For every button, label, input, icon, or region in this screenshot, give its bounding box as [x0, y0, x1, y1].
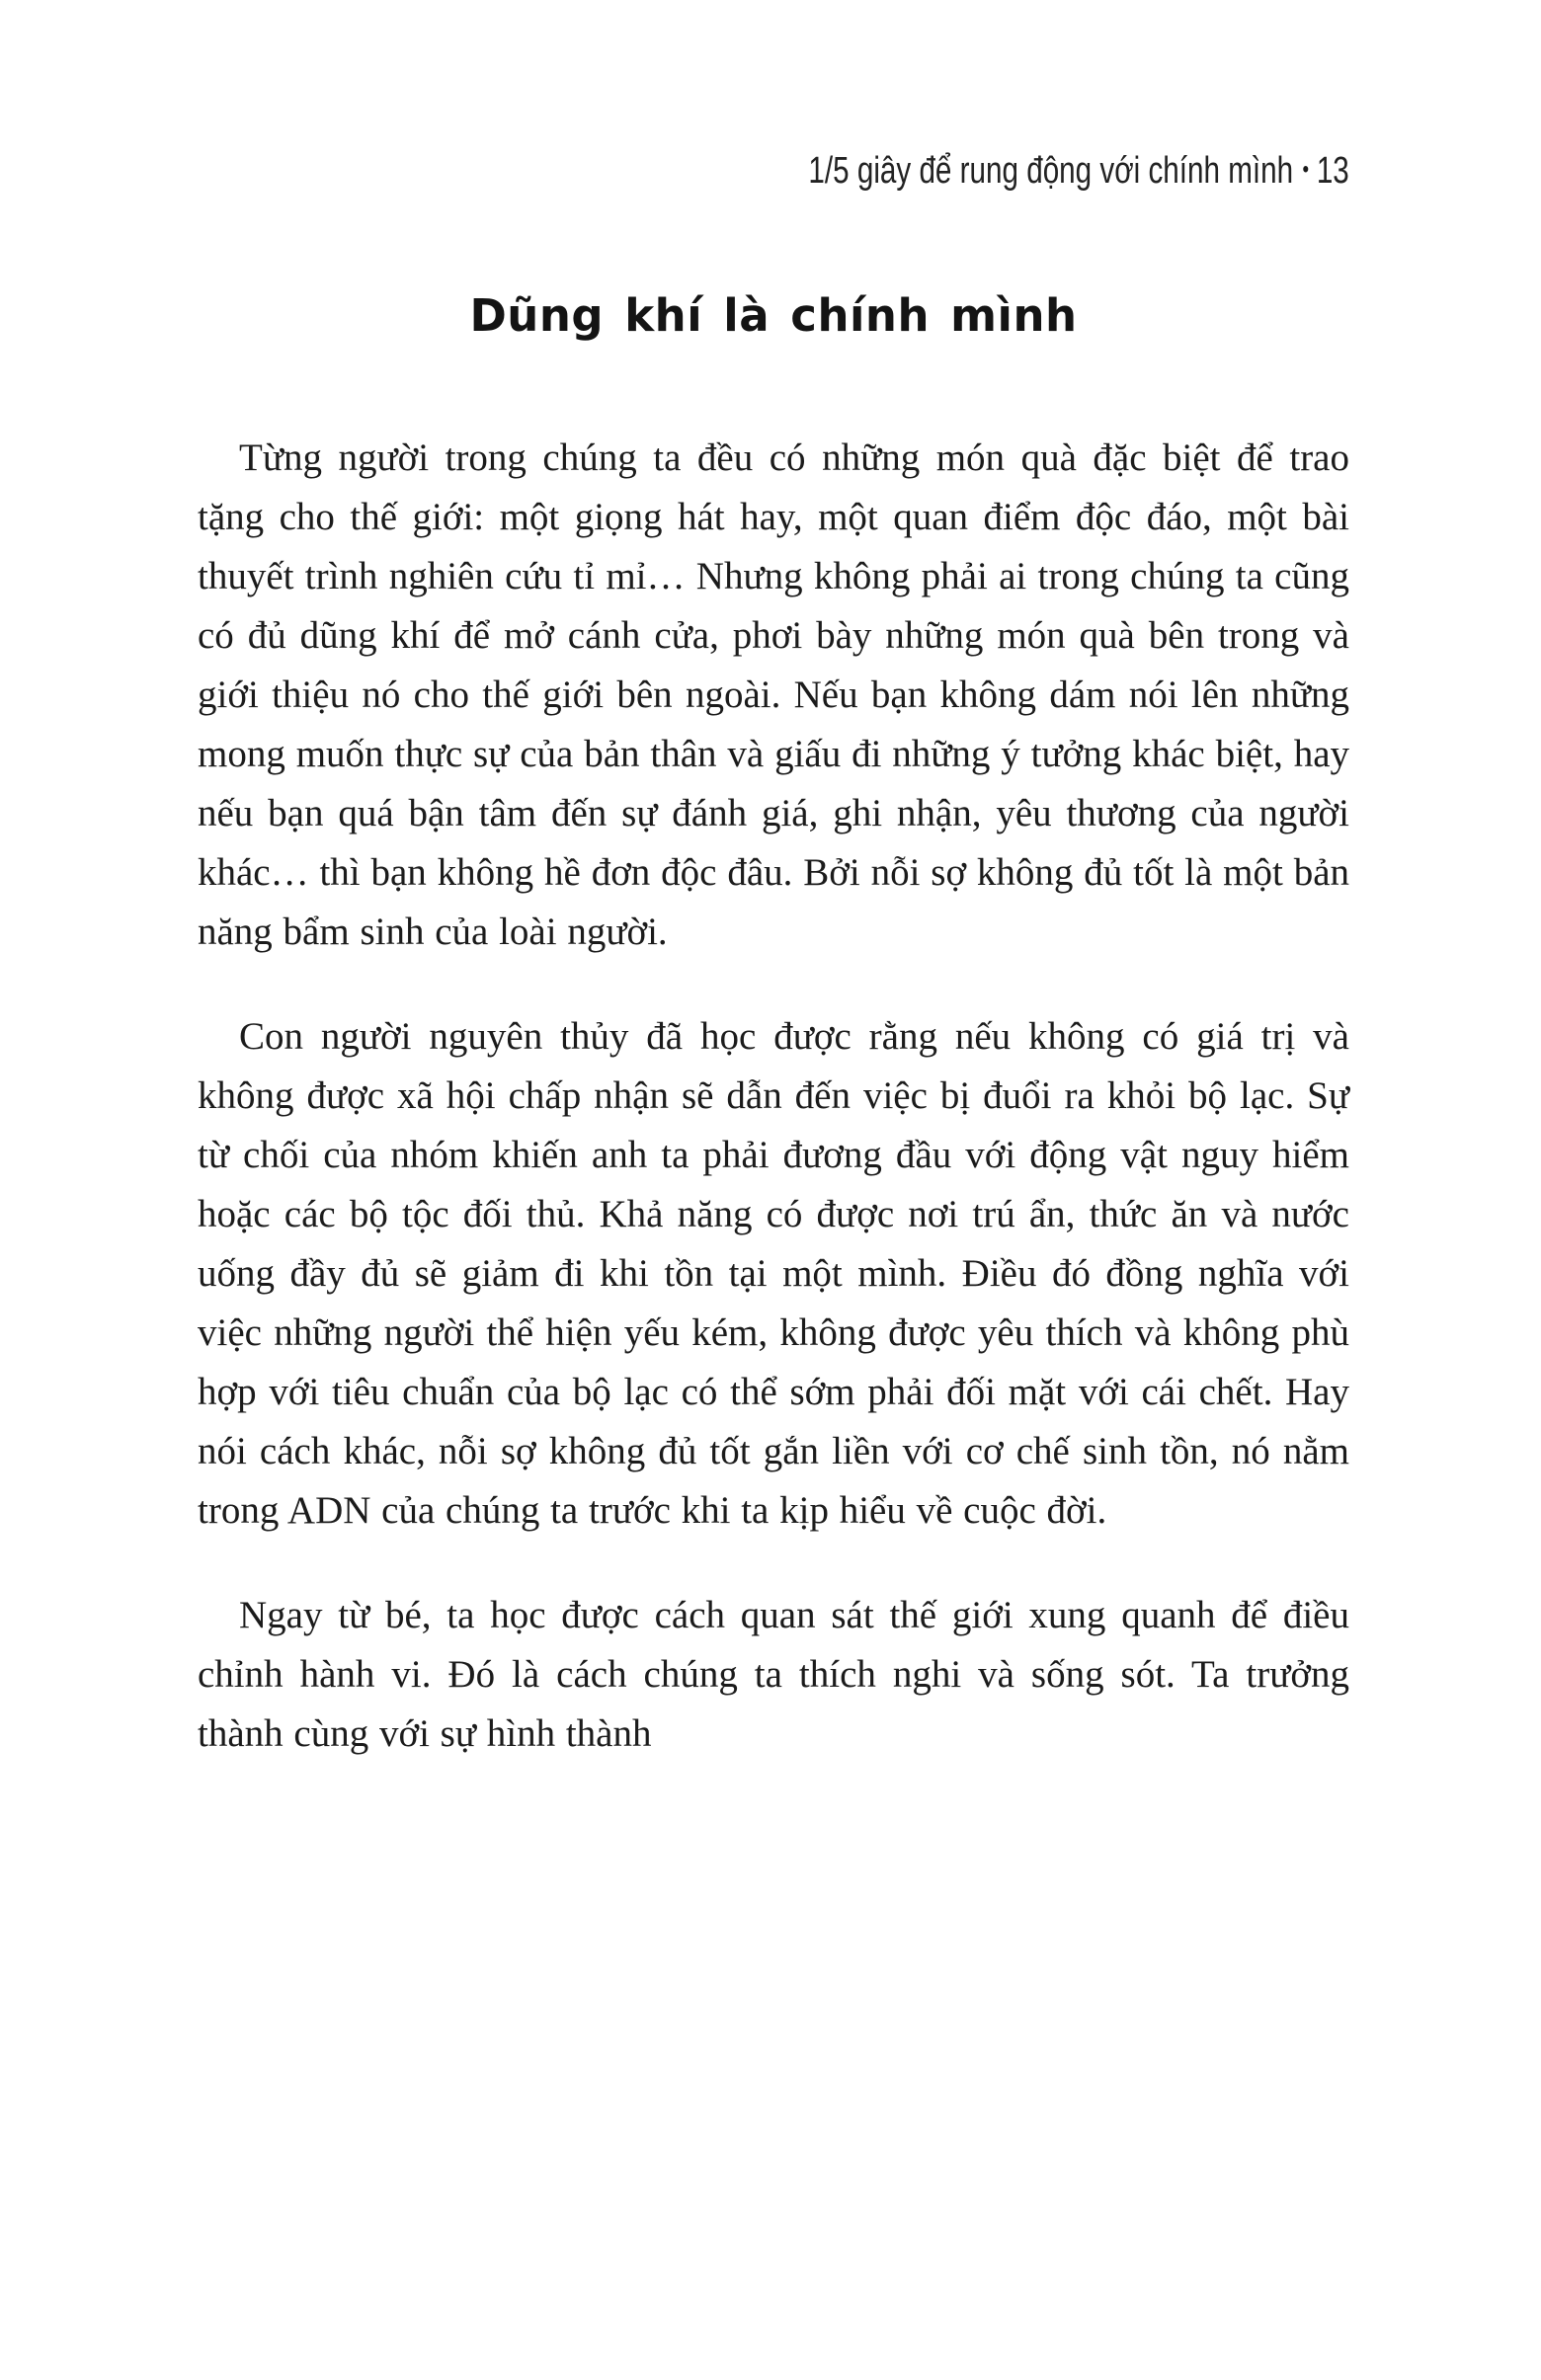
- page-number: 13: [1317, 150, 1349, 192]
- paragraph-1: Từng người trong chúng ta đều có những món quà đặc biệt để trao tặng cho thế giới: một giọng hát hay, một quan điểm độc đáo, một bài thuyết trình nghiên cứu tỉ mỉ… Nhưng không phải ai trong chúng ta cũng có đủ dũng khí để mở cánh cửa, phơi bày những món quà bên trong và giới thiệu nó cho thế giới bên ngoài. Nếu bạn không dám nói lên những mong muốn thực sự của bản thân và giấu đi những ý tưởng khác biệt, hay nếu bạn quá bận tâm đến sự đánh giá, ghi nhận, yêu thương của người khác… thì bạn không hề đơn độc đâu. Bởi nỗi sợ không đủ tốt là một bản năng bẩm sinh của loài người.: [198, 436, 1349, 953]
- body-text: [198, 429, 1349, 1764]
- chapter-title: Dũng khí là chính mình: [469, 289, 1078, 342]
- running-head: [198, 150, 1349, 193]
- paragraph-3: Ngay từ bé, ta học được cách quan sát thế giới xung quanh để điều chỉnh hành vi. Đó là cách chúng ta thích nghi và sống sót. Ta trưởng thành cùng với sự hình thành: [198, 1594, 1349, 1755]
- running-head-text: [809, 150, 1349, 193]
- paragraph-2: Con người nguyên thủy đã học được rằng nếu không có giá trị và không được xã hội chấp nhận sẽ dẫn đến việc bị đuổi ra khỏi bộ lạc. Sự từ chối của nhóm khiến anh ta phải đương đầu với động vật nguy hiểm hoặc các bộ tộc đối thủ. Khả năng có được nơi trú ẩn, thức ăn và nước uống đầy đủ sẽ giảm đi khi tồn tại một mình. Điều đó đồng nghĩa với việc những người thể hiện yếu kém, không được yêu thích và không phù hợp với tiêu chuẩn của bộ lạc có thể sớm phải đối mặt với cái chết. Hay nói cách khác, nỗi sợ không đủ tốt gắn liền với cơ chế sinh tồn, nó nằm trong ADN của chúng ta trước khi ta kịp hiểu về cuộc đời.: [198, 1015, 1349, 1532]
- running-title: 1/5 giây để rung động với chính mình: [808, 150, 1294, 192]
- separator-dot-icon: •: [1302, 156, 1310, 183]
